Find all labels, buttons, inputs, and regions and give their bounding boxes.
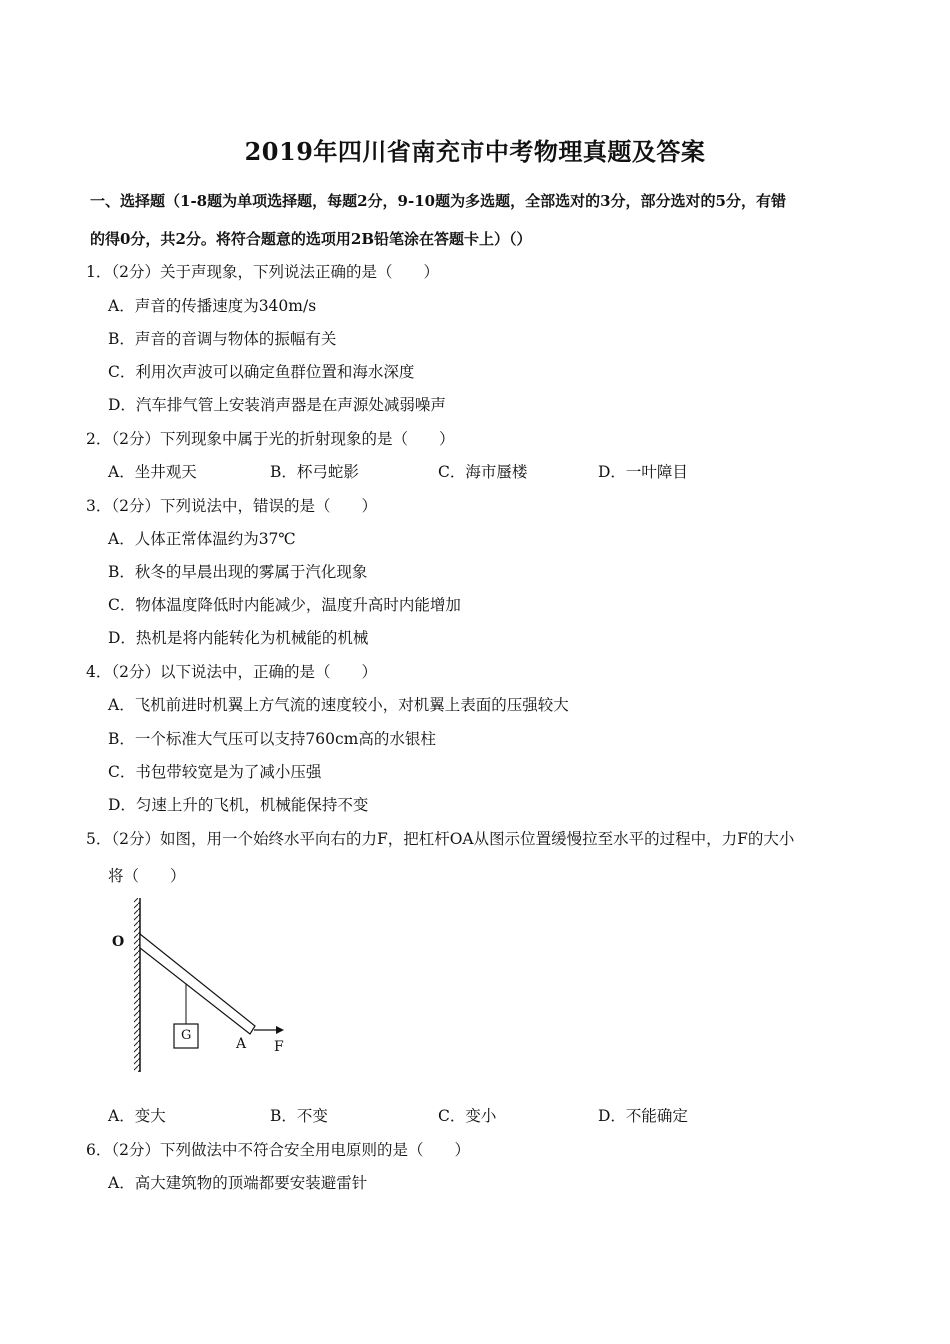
option: A．坐井观天 xyxy=(108,463,197,481)
question-stem: 6．（2分）下列做法中不符合安全用电原则的是（ ） xyxy=(86,1141,470,1159)
option: B．杯弓蛇影 xyxy=(270,463,359,481)
lever-bar xyxy=(140,934,255,1034)
question-stem: 1．（2分）关于声现象，下列说法正确的是（ ） xyxy=(86,263,439,281)
option: B．不变 xyxy=(270,1107,328,1125)
option: A．高大建筑物的顶端都要安装避雷针 xyxy=(108,1174,368,1192)
option: A．人体正常体温约为37℃ xyxy=(108,530,296,548)
lever-figure xyxy=(108,892,308,1077)
option: D．一叶障目 xyxy=(598,463,688,481)
option: C．利用次声波可以确定鱼群位置和海水深度 xyxy=(108,363,415,381)
label-f: F xyxy=(274,1039,284,1055)
option: A．声音的传播速度为340m/s xyxy=(108,297,317,315)
question-stem-continued: 将（ ） xyxy=(108,867,186,885)
option: D．热机是将内能转化为机械能的机械 xyxy=(108,629,369,647)
label-g: G xyxy=(181,1028,192,1043)
option: B．一个标准大气压可以支持760cm高的水银柱 xyxy=(108,730,436,748)
option: C．物体温度降低时内能减少，温度升高时内能增加 xyxy=(108,596,461,614)
question-stem: 5．（2分）如图，用一个始终水平向右的力F，把杠杆OA从图示位置缓慢拉至水平的过程中，力F的大小 xyxy=(86,830,795,848)
option: D．匀速上升的飞机，机械能保持不变 xyxy=(108,796,369,814)
question-stem: 3．（2分）下列说法中，错误的是（ ） xyxy=(86,497,377,515)
option: D．不能确定 xyxy=(598,1107,688,1125)
label-a: A xyxy=(236,1036,247,1052)
option: B．秋冬的早晨出现的雾属于汽化现象 xyxy=(108,563,368,581)
option: C．变小 xyxy=(438,1107,497,1125)
question-stem: 4．（2分）以下说法中，正确的是（ ） xyxy=(86,663,377,681)
option: A．飞机前进时机翼上方气流的速度较小，对机翼上表面的压强较大 xyxy=(108,696,569,714)
section-heading-line1: 一、选择题（1-8题为单项选择题，每题2分，9-10题为多选题，全部选对的3分，部分选对的5分，有错 xyxy=(90,192,786,210)
section-heading-line2: 的得0分，共2分。将符合题意的选项用2B铅笔涂在答题卡上）（） xyxy=(90,230,532,248)
option: D．汽车排气管上安装消声器是在声源处减弱噪声 xyxy=(108,396,446,414)
wall xyxy=(134,898,140,1072)
option: A．变大 xyxy=(108,1107,166,1125)
question-stem: 2．（2分）下列现象中属于光的折射现象的是（ ） xyxy=(86,430,455,448)
option: B．声音的音调与物体的振幅有关 xyxy=(108,330,337,348)
option: C．海市蜃楼 xyxy=(438,463,528,481)
arrow-head xyxy=(276,1026,284,1034)
label-o: O xyxy=(112,934,125,950)
page-title: 2019年四川省南充市中考物理真题及答案 xyxy=(244,137,706,166)
option: C．书包带较宽是为了减小压强 xyxy=(108,763,322,781)
